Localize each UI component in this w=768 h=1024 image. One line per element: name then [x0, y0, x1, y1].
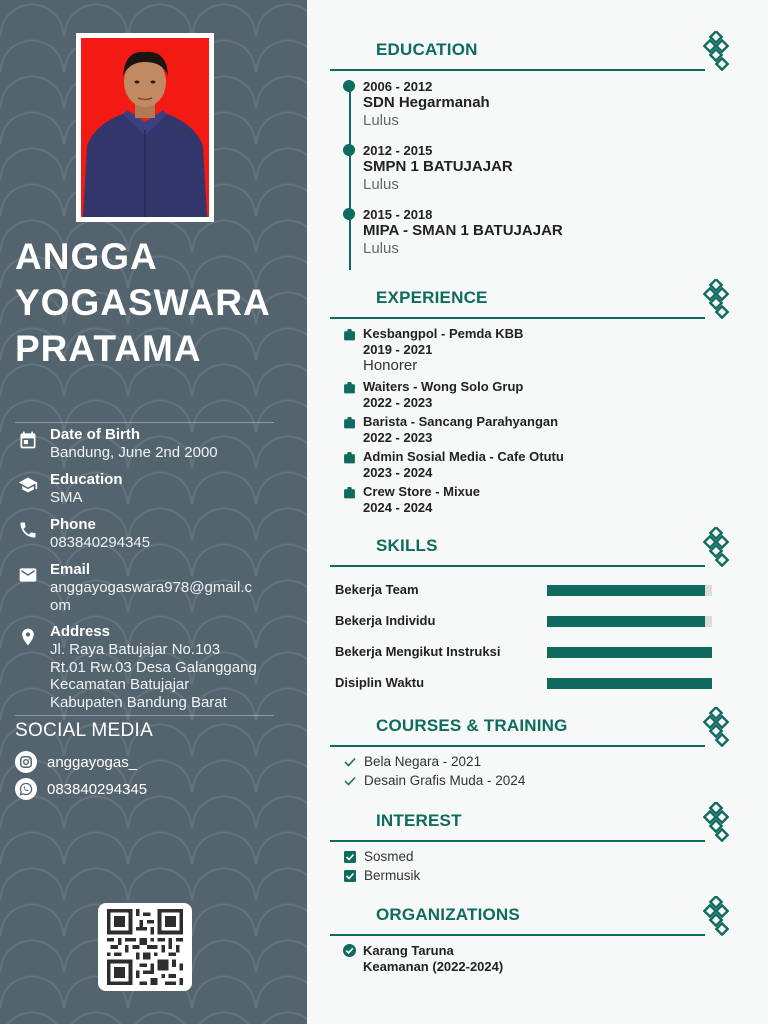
- info-label: Phone: [50, 516, 96, 533]
- info-label: Email: [50, 561, 91, 578]
- info-value: Bandung, June 2nd 2000: [50, 444, 218, 461]
- experience-title: Crew Store - Mixue: [363, 484, 481, 499]
- diamond-ornament-icon: [702, 707, 732, 752]
- info-value: Rt.01 Rw.03 Desa Galanggang: [50, 658, 257, 676]
- skill-row: [335, 582, 715, 598]
- skill-row: [335, 613, 715, 629]
- section-underline: [330, 565, 705, 567]
- instagram-icon: [15, 751, 37, 773]
- info-label: Education: [50, 471, 123, 488]
- section-courses: [330, 716, 735, 756]
- experience-title: Admin Sosial Media - Cafe Otutu: [363, 449, 564, 464]
- experience-role: Honorer: [363, 357, 418, 374]
- skill-bar-fill: [547, 616, 705, 627]
- briefcase-icon: [343, 381, 356, 399]
- info-label: Date of Birth: [50, 426, 140, 443]
- info-value: Kabupaten Bandung Barat: [50, 693, 227, 711]
- course-item: [343, 754, 723, 769]
- skill-name: Bekerja Mengikut Instruksi: [335, 644, 501, 659]
- interest-name: Bermusik: [364, 868, 421, 883]
- info-address: [15, 623, 295, 711]
- checkbox-icon: [343, 850, 357, 864]
- section-underline: [330, 934, 705, 936]
- section-organizations: [330, 905, 735, 945]
- skill-name: Bekerja Team: [335, 582, 419, 597]
- social-whatsapp[interactable]: [15, 778, 147, 800]
- section-interest: [330, 811, 735, 851]
- whatsapp-icon: [15, 778, 37, 800]
- divider: [15, 715, 274, 716]
- skill-row: [335, 644, 715, 660]
- person-name: [15, 234, 300, 372]
- divider: [15, 422, 274, 423]
- check-icon: [343, 755, 357, 769]
- experience-title: Kesbangpol - Pemda KBB: [363, 326, 524, 341]
- briefcase-icon: [343, 416, 356, 434]
- timeline-dot: [343, 144, 355, 156]
- name-line: PRATAMA: [15, 328, 202, 369]
- location-pin-icon: [15, 623, 41, 645]
- checkbox-icon: [343, 869, 357, 883]
- info-value: Jl. Raya Batujajar No.103: [50, 641, 221, 658]
- mail-icon: [15, 561, 41, 583]
- course-item: [343, 773, 723, 788]
- education-school: MIPA - SMAN 1 BATUJAJAR: [363, 222, 563, 239]
- section-title: ORGANIZATIONS: [376, 905, 520, 924]
- diamond-ornament-icon: [702, 31, 732, 76]
- check-icon: [343, 774, 357, 788]
- instagram-handle: anggayogas_: [47, 753, 138, 771]
- info-value: SMA: [50, 489, 83, 506]
- info-education: [15, 471, 295, 507]
- organization-name: Karang Taruna: [363, 943, 454, 958]
- experience-title: Barista - Sancang Parahyangan: [363, 414, 559, 429]
- experience-years: 2019 - 2021: [363, 342, 433, 357]
- education-school: SMPN 1 BATUJAJAR: [363, 158, 513, 175]
- experience-title: Waiters - Wong Solo Grup: [363, 379, 524, 394]
- info-label: Address: [50, 623, 111, 640]
- section-title: SKILLS: [376, 536, 438, 555]
- skill-bar: [547, 585, 712, 596]
- skill-name: Disiplin Waktu: [335, 675, 425, 690]
- section-title: INTEREST: [376, 811, 462, 830]
- section-title: EDUCATION: [376, 40, 478, 59]
- skill-bar-fill: [547, 647, 712, 658]
- education-status: Lulus: [363, 112, 399, 129]
- section-education: [330, 40, 735, 80]
- education-years: 2006 - 2012: [363, 79, 433, 94]
- social-instagram[interactable]: [15, 751, 137, 773]
- education-status: Lulus: [363, 240, 399, 257]
- experience-years: 2023 - 2024: [363, 465, 433, 480]
- section-underline: [330, 745, 705, 747]
- skill-bar: [547, 616, 712, 627]
- skill-bar-fill: [547, 678, 712, 689]
- education-years: 2012 - 2015: [363, 143, 433, 158]
- course-name: Desain Grafis Muda - 2024: [364, 773, 526, 788]
- info-value: anggayogaswara978@gmail.c: [50, 579, 253, 596]
- section-underline: [330, 69, 705, 71]
- course-name: Bela Negara - 2021: [364, 754, 482, 769]
- timeline-dot: [343, 80, 355, 92]
- check-circle-icon: [343, 944, 356, 962]
- briefcase-icon: [343, 328, 356, 346]
- skill-bar: [547, 647, 712, 658]
- info-value: om: [50, 596, 71, 614]
- info-date-of-birth: [15, 426, 295, 462]
- info-value: 083840294345: [50, 534, 151, 551]
- skill-bar: [547, 678, 712, 689]
- section-underline: [330, 840, 705, 842]
- education-years: 2015 - 2018: [363, 207, 433, 222]
- experience-years: 2022 - 2023: [363, 395, 433, 410]
- diamond-ornament-icon: [702, 802, 732, 847]
- section-title: COURSES & TRAINING: [376, 716, 568, 735]
- info-email: [15, 561, 295, 614]
- skill-row: [335, 675, 715, 691]
- experience-years: 2024 - 2024: [363, 500, 433, 515]
- name-line: ANGGA: [15, 236, 158, 277]
- skill-name: Bekerja Individu: [335, 613, 436, 628]
- education-school: SDN Hegarmanah: [363, 94, 490, 111]
- diamond-ornament-icon: [702, 527, 732, 572]
- phone-icon: [15, 516, 41, 538]
- skill-bar-fill: [547, 585, 705, 596]
- whatsapp-number: 083840294345: [47, 780, 148, 798]
- calendar-icon: [15, 426, 41, 448]
- photo-image: [81, 38, 209, 217]
- organization-role: Keamanan (2022-2024): [363, 959, 504, 974]
- info-value: Kecamatan Batujajar: [50, 676, 190, 693]
- interest-name: Sosmed: [364, 849, 414, 864]
- education-status: Lulus: [363, 176, 399, 193]
- sidebar: [0, 0, 307, 1024]
- diamond-ornament-icon: [702, 279, 732, 324]
- name-line: YOGASWARA: [15, 282, 271, 323]
- section-title: EXPERIENCE: [376, 288, 488, 307]
- social-media-title: SOCIAL MEDIA: [15, 720, 154, 741]
- diamond-ornament-icon: [702, 896, 732, 941]
- education-timeline: [349, 82, 351, 270]
- graduation-cap-icon: [15, 471, 41, 493]
- qr-code: [98, 903, 192, 991]
- profile-photo: [76, 33, 214, 222]
- section-experience: [330, 288, 735, 328]
- section-skills: [330, 536, 735, 576]
- experience-years: 2022 - 2023: [363, 430, 433, 445]
- interest-item: [343, 849, 723, 864]
- interest-item: [343, 868, 723, 883]
- info-phone: [15, 516, 295, 552]
- briefcase-icon: [343, 486, 356, 504]
- section-underline: [330, 317, 705, 319]
- timeline-dot: [343, 208, 355, 220]
- briefcase-icon: [343, 451, 356, 469]
